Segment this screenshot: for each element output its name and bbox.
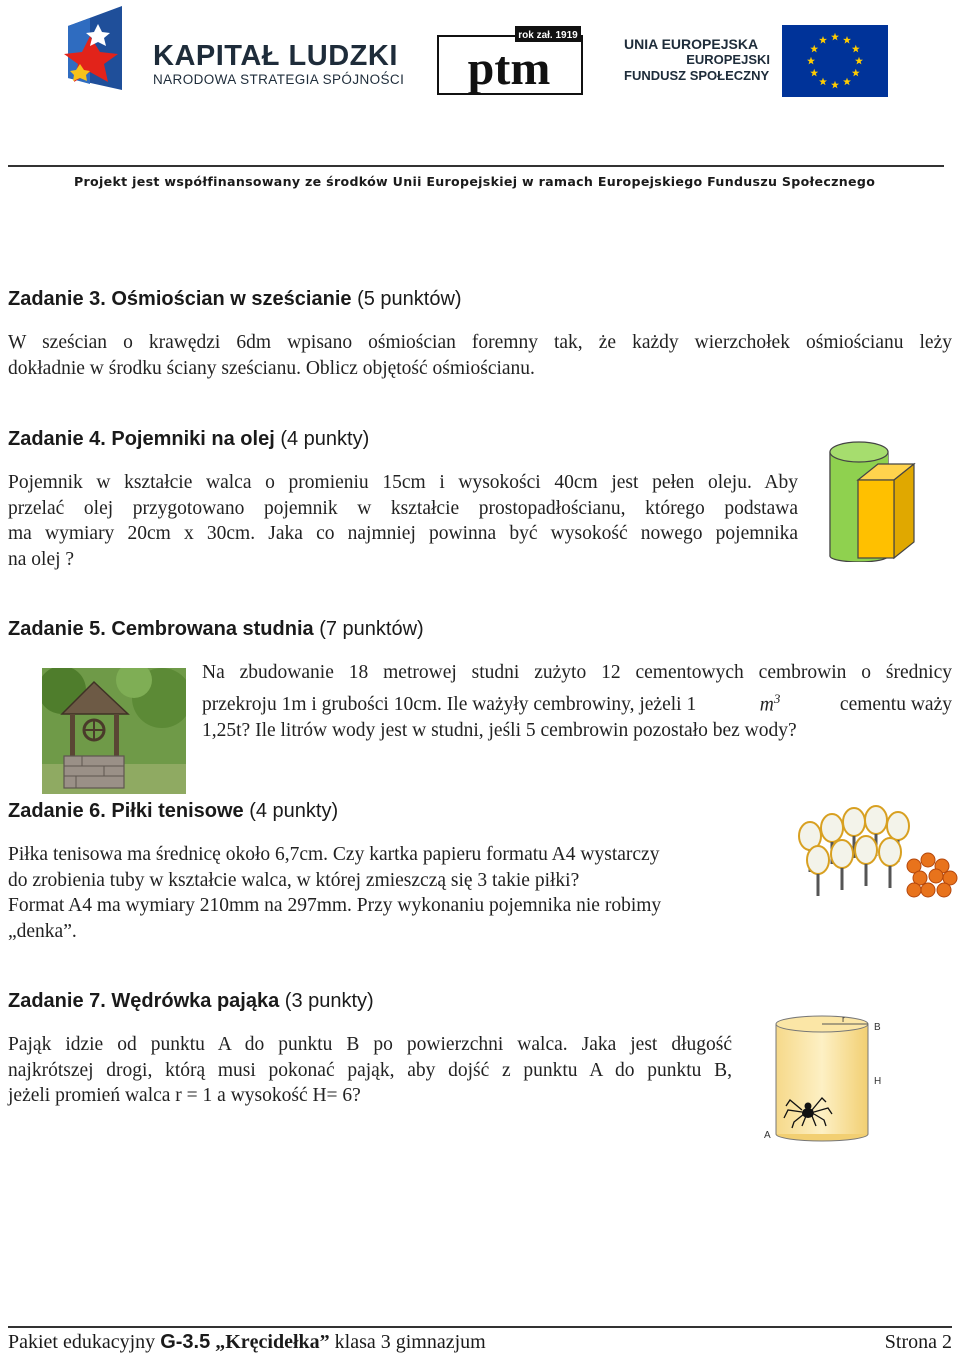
eu-line-1: UNIA EUROPEJSKA — [624, 36, 759, 52]
tennis-ball-icon — [921, 853, 935, 867]
task-3-body — [8, 330, 952, 381]
task-5-line-2 — [202, 686, 952, 718]
task-4-name: Pojemniki na olej — [111, 428, 275, 450]
tennis-racket-icon — [879, 838, 901, 888]
tennis-ball-icon — [937, 883, 951, 897]
footer-prefix: Pakiet edukacyjny — [8, 1331, 156, 1353]
tennis-ball-icon — [929, 869, 943, 883]
page-number: Strona 2 — [884, 1331, 952, 1353]
task-4-body — [8, 470, 798, 572]
tennis-ball-icon — [907, 883, 921, 897]
cubic-meter-unit — [760, 686, 781, 718]
unit-base: m — [759, 694, 774, 715]
task-7-points: (3 punkty) — [284, 990, 374, 1012]
task-4-line-4: na olej ? — [8, 548, 75, 570]
task-7-label: Zadanie 7. — [8, 990, 106, 1012]
eu-fund-text — [624, 36, 774, 84]
radius-label: r — [842, 1014, 845, 1024]
tennis-ball-icon — [921, 883, 935, 897]
task-6-title — [8, 800, 338, 823]
ptm-badge: rok zał. 1919 — [518, 30, 578, 41]
task-4-line-1: Pojemnik w kształcie walca o promieniu 15cm i wysokości 40cm jest pełen oleju. Aby — [8, 472, 798, 493]
task-3-name: Ośmiościan w sześcianie — [111, 288, 352, 310]
footer-divider — [8, 1326, 952, 1328]
kapital-ludzki-subtitle: NARODOWA STRATEGIA SPÓJNOŚCI — [153, 72, 405, 87]
footer-code: G-3.5 — [160, 1331, 211, 1353]
point-a-label: A — [764, 1130, 771, 1141]
task-5-name: Cembrowana studnia — [111, 618, 314, 640]
task-4-label: Zadanie 4. — [8, 428, 106, 450]
task-6-line-2: do zrobienia tuby w kształcie walca, w której zmieszczą się 3 takie piłki? — [8, 869, 580, 891]
task-6-line-4: „denka”. — [8, 920, 77, 942]
task-7-line-3: jeżeli promień walca r = 1 a wysokość H= 6? — [8, 1085, 361, 1106]
point-b-label: B — [874, 1022, 881, 1033]
task-4-title — [8, 428, 369, 451]
task-7-name: Wędrówka pająka — [111, 990, 280, 1012]
task-3-points: (5 punktów) — [357, 288, 462, 310]
task-4-points: (4 punkty) — [280, 428, 370, 450]
cofinancing-note: Projekt jest współfinansowany ze środków Unii Europejskiej w ramach Europejskiego Funduszu Społecznego — [74, 174, 876, 189]
task-5-body — [202, 660, 952, 743]
task-6-line-1: Piłka tenisowa ma średnicę około 6,7cm. Czy kartka papieru formatu A4 wystarczy — [8, 844, 660, 865]
task-3-label: Zadanie 3. — [8, 288, 106, 310]
task-7-title — [8, 990, 374, 1013]
tennis-racket-icon — [855, 836, 877, 886]
page-header — [0, 0, 960, 200]
task-5-line-2b: cementu waży — [839, 694, 952, 715]
task-5-points: (7 punktów) — [319, 618, 424, 640]
task-3-line-1: W sześcian o krawędzi 6dm wpisano ośmiościan foremny tak, że każdy wierzchołek ośmiościanu leży — [8, 332, 952, 353]
footer-title: „Kręcidełka” — [215, 1331, 330, 1353]
footer-package-info — [8, 1331, 486, 1354]
task-6-label: Zadanie 6. — [8, 800, 106, 822]
well-photo — [42, 668, 186, 794]
tennis-rackets-and-balls-illustration — [796, 804, 958, 916]
task-5-line-1: Na zbudowanie 18 metrowej studni zużyto 12 cementowych cembrowin o średnicy — [202, 662, 952, 683]
task-5-title — [8, 618, 424, 641]
cylinder-and-box-illustration — [826, 438, 920, 562]
task-3-line-2: dokładnie w środku ściany sześcianu. Oblicz objętość ośmiościanu. — [8, 357, 535, 379]
task-3-title — [8, 288, 462, 311]
height-label: H — [874, 1076, 882, 1087]
task-4-line-2: przelać olej przygotowano pojemnik w kształcie prostopadłościanu, którego podstawa — [8, 497, 798, 519]
eu-line-3: FUNDUSZ SPOŁECZNY — [624, 68, 770, 83]
ptm-logo — [437, 26, 583, 96]
task-5-label: Zadanie 5. — [8, 618, 106, 640]
cylinder-spider-figure — [760, 1010, 896, 1146]
eu-flag-icon — [782, 25, 888, 97]
task-5-line-2a: przekroju 1m i grubości 10cm. Ile ważyły cembrowiny, jeżeli 1 — [202, 694, 697, 715]
ptm-text: ptm — [467, 42, 551, 95]
task-7-line-2: najkrótszej drogi, którą musi pokonać pająk, aby dojść z punktu A do punktu B, — [8, 1059, 732, 1081]
header-divider — [8, 165, 944, 167]
unit-exponent: 3 — [773, 690, 781, 706]
task-7-line-1: Pająk idzie od punktu A do punktu B po powierzchni walca. Jaka jest długość — [8, 1034, 732, 1055]
task-6-body — [8, 842, 768, 944]
task-6-line-3: Format A4 ma wymiary 210mm na 297mm. Przy wykonaniu pojemnika nie robimy — [8, 895, 662, 916]
task-4-line-3: ma wymiary 20cm x 30cm. Jaka co najmniej powinna być wysokość nowego pojemnika — [8, 523, 798, 544]
footer-suffix: klasa 3 gimnazjum — [334, 1331, 486, 1353]
task-7-body — [8, 1032, 732, 1109]
task-6-name: Piłki tenisowe — [111, 800, 244, 822]
task-6-points: (4 punkty) — [249, 800, 339, 822]
kapital-ludzki-title: KAPITAŁ LUDZKI — [153, 40, 398, 72]
tennis-racket-icon — [807, 846, 829, 896]
eu-line-2: EUROPEJSKI — [686, 52, 770, 67]
task-5-line-3: 1,25t? Ile litrów wody jest w studni, jeśli 5 cembrowin pozostało bez wody? — [202, 719, 797, 741]
tennis-racket-icon — [831, 840, 853, 890]
